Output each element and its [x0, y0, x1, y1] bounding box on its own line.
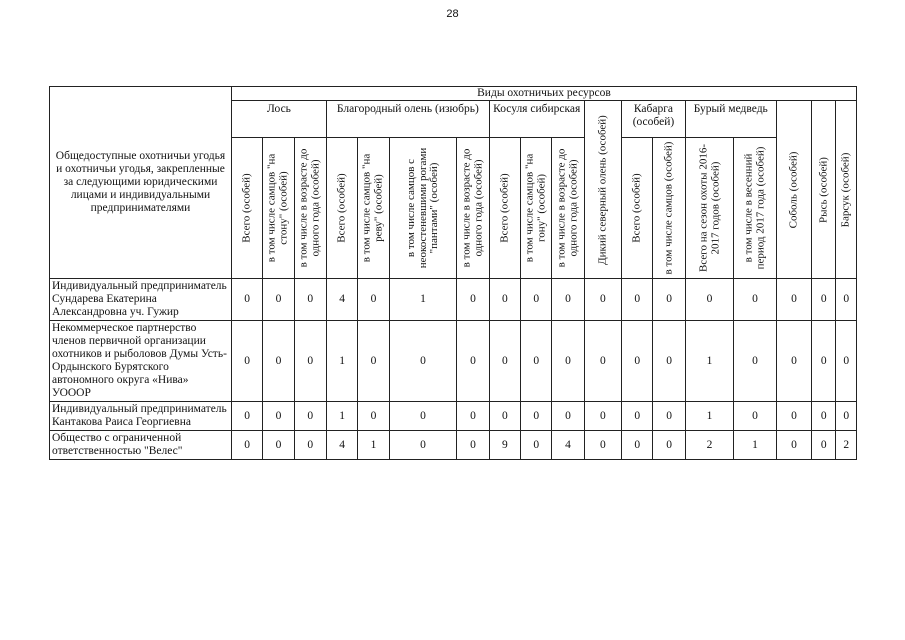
cell-value: 4	[326, 279, 357, 321]
cell-value: 0	[489, 279, 520, 321]
cell-value: 0	[521, 321, 552, 402]
cell-value: 0	[231, 431, 262, 460]
cell-value: 1	[326, 321, 357, 402]
row-header: Общедоступные охотничьи угодья и охотничьи угодья, закрепленные за следующими юридическими лицами и индивидуальными предпринимателями	[50, 87, 232, 279]
cell-value: 0	[389, 402, 457, 431]
cell-value: 0	[294, 279, 326, 321]
group-brown-bear: Бурый медведь	[685, 101, 776, 138]
cell-value: 0	[584, 321, 621, 402]
cell-value: 0	[489, 402, 520, 431]
table-row	[50, 321, 857, 402]
cell-value: 0	[231, 279, 262, 321]
cell-value: 0	[294, 321, 326, 402]
subcol-header: Всего (особей)	[622, 138, 653, 279]
cell-value: 0	[812, 321, 836, 402]
group-roe-deer: Косуля сибирская	[489, 101, 584, 138]
cell-value: 0	[812, 431, 836, 460]
cell-value: 0	[734, 402, 776, 431]
cell-value: 0	[231, 402, 262, 431]
group-badger: Барсук (особей)	[836, 101, 857, 279]
cell-value: 0	[584, 431, 621, 460]
cell-value: 0	[836, 402, 857, 431]
group-sable: Соболь (особей)	[776, 101, 811, 279]
subcol-header: Всего (особей)	[231, 138, 262, 279]
cell-value: 0	[812, 402, 836, 431]
row-label: Индивидуальный предприниматель Кантакова Раиса Георгиевна	[50, 402, 232, 431]
cell-value: 0	[653, 402, 685, 431]
cell-value: 0	[622, 321, 653, 402]
cell-value: 0	[457, 321, 489, 402]
subcol-header: в том числе самцов "на гону" (особей)	[521, 138, 552, 279]
cell-value: 1	[685, 402, 734, 431]
cell-value: 0	[358, 402, 389, 431]
group-title: Виды охотничьих ресурсов	[231, 87, 856, 101]
cell-value: 0	[263, 279, 294, 321]
group-red-deer: Благородный олень (изюбрь)	[326, 101, 489, 138]
cell-value: 0	[552, 279, 584, 321]
cell-value: 0	[622, 279, 653, 321]
cell-value: 0	[263, 321, 294, 402]
cell-value: 0	[734, 279, 776, 321]
cell-value: 0	[776, 321, 811, 402]
cell-value: 0	[521, 402, 552, 431]
cell-value: 1	[685, 321, 734, 402]
cell-value: 1	[734, 431, 776, 460]
cell-value: 0	[457, 279, 489, 321]
page-number: 28	[446, 8, 459, 20]
cell-value: 0	[776, 431, 811, 460]
hunting-resources-table	[49, 86, 857, 460]
table-row	[50, 402, 857, 431]
cell-value: 0	[457, 402, 489, 431]
cell-value: 0	[653, 279, 685, 321]
cell-value: 0	[457, 431, 489, 460]
cell-value: 0	[653, 431, 685, 460]
cell-value: 0	[622, 402, 653, 431]
cell-value: 2	[836, 431, 857, 460]
subcol-header: в том числе самцов с неокостеневшими рогами "пантами" (особей)	[389, 138, 457, 279]
cell-value: 1	[358, 431, 389, 460]
cell-value: 4	[552, 431, 584, 460]
cell-value: 0	[263, 402, 294, 431]
cell-value: 0	[231, 321, 262, 402]
group-musk-deer: Кабарга (особей)	[622, 101, 686, 138]
cell-value: 0	[836, 321, 857, 402]
group-lynx: Рысь (особей)	[812, 101, 836, 279]
cell-value: 0	[622, 431, 653, 460]
row-label: Индивидуальный предприниматель Сундарева Екатерина Александровна уч. Гужир	[50, 279, 232, 321]
table-row	[50, 279, 857, 321]
subcol-header: Всего (особей)	[489, 138, 520, 279]
cell-value: 0	[776, 279, 811, 321]
cell-value: 0	[653, 321, 685, 402]
subcol-header: в том числе самцов "на стону" (особей)	[263, 138, 294, 279]
cell-value: 0	[685, 279, 734, 321]
cell-value: 0	[358, 279, 389, 321]
subcol-header: в том числе в возрасте до одного года (особей)	[552, 138, 584, 279]
subcol-header: в том числе в весенний период 2017 года (особей)	[734, 138, 776, 279]
cell-value: 0	[521, 279, 552, 321]
subcol-header: Всего на сезон охоты 2016-2017 годов (особей)	[685, 138, 734, 279]
cell-value: 0	[489, 321, 520, 402]
subcol-header: в том числе самцов (особей)	[653, 138, 685, 279]
cell-value: 0	[294, 431, 326, 460]
table-row	[50, 431, 857, 460]
cell-value: 0	[358, 321, 389, 402]
subcol-header: в том числе самцов "на реву" (особей)	[358, 138, 389, 279]
cell-value: 0	[294, 402, 326, 431]
cell-value: 0	[584, 279, 621, 321]
row-label: Некоммерческое партнерство членов первичной организации охотников и рыболовов Думы Усть-Ордынского Бурятского автономного округа «Нива» УОООР	[50, 321, 232, 402]
cell-value: 0	[263, 431, 294, 460]
cell-value: 1	[389, 279, 457, 321]
cell-value: 0	[521, 431, 552, 460]
cell-value: 4	[326, 431, 357, 460]
cell-value: 0	[776, 402, 811, 431]
group-reindeer: Дикий северный олень (особей)	[584, 101, 621, 279]
cell-value: 0	[836, 279, 857, 321]
row-label: Общество с ограниченной ответственностью "Велес"	[50, 431, 232, 460]
cell-value: 0	[734, 321, 776, 402]
cell-value: 0	[389, 431, 457, 460]
group-elk: Лось	[231, 101, 326, 138]
subcol-header: в том числе в возрасте до одного года (особей)	[294, 138, 326, 279]
subcol-header: Всего (особей)	[326, 138, 357, 279]
cell-value: 2	[685, 431, 734, 460]
subcol-header: в том числе в возрасте до одного года (особей)	[457, 138, 489, 279]
cell-value: 0	[552, 402, 584, 431]
cell-value: 0	[812, 279, 836, 321]
cell-value: 0	[389, 321, 457, 402]
cell-value: 0	[552, 321, 584, 402]
cell-value: 9	[489, 431, 520, 460]
cell-value: 0	[584, 402, 621, 431]
cell-value: 1	[326, 402, 357, 431]
